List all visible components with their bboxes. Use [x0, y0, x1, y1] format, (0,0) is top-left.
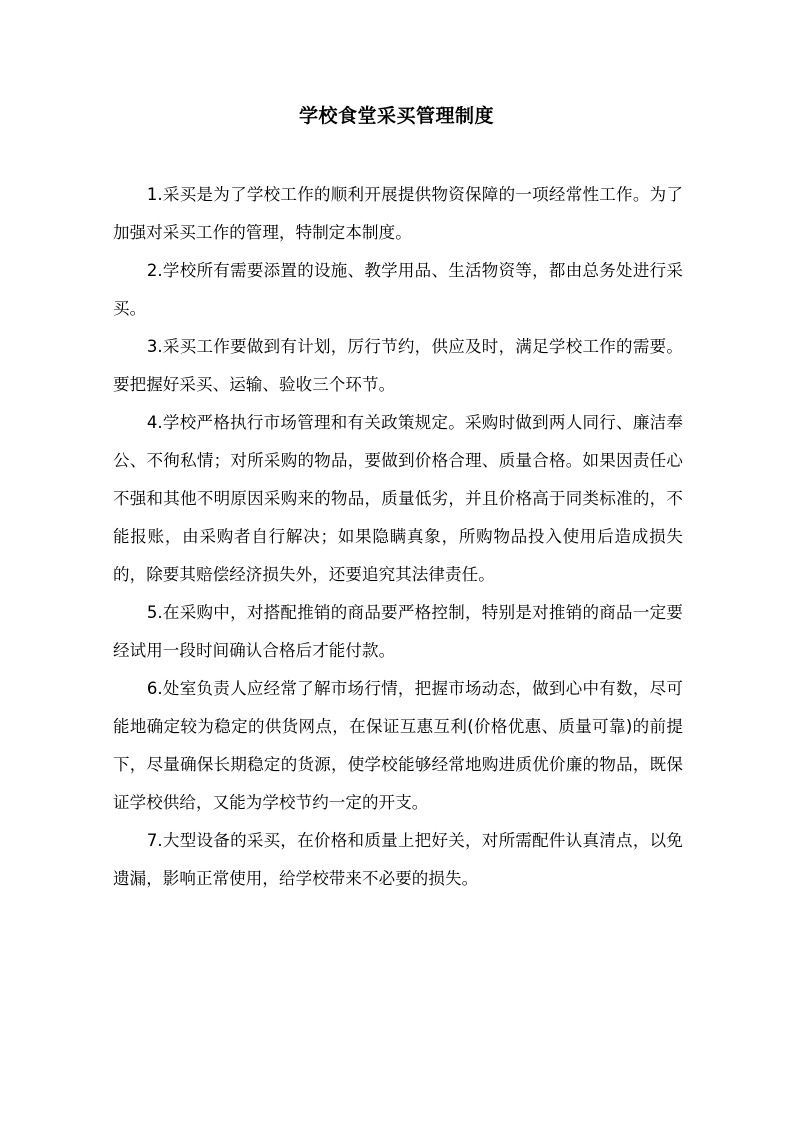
paragraph: 6.处室负责人应经常了解市场行情，把握市场动态，做到心中有数，尽可能地确定较为稳定的供货网点，在保证互惠互利(价格优惠、质量可靠)的前提下，尽量确保长期稳定的货源，使学校能够经常地购进质优价廉的物品，既保证学校供给，又能为学校节约一定的开支。 [113, 679, 683, 812]
paragraph: 5.在采购中，对搭配推销的商品要严格控制，特别是对推销的商品一定要经试用一段时间确认合格后才能付款。 [113, 603, 683, 660]
document-body [113, 176, 683, 898]
paragraph: 4.学校严格执行市场管理和有关政策规定。采购时做到两人同行、廉洁奉公、不徇私情；对所采购的物品，要做到价格合理、质量合格。如果因责任心不强和其他不明原因采购来的物品，质量低劣，并且价格高于同类标准的，不能报账，由采购者自行解决；如果隐瞒真象，所购物品投入使用后造成损失的，除要其赔偿经济损失外，还要追究其法律责任。 [113, 413, 683, 584]
paragraph: 3.采买工作要做到有计划，厉行节约，供应及时，满足学校工作的需要。要把握好采买、运输、验收三个环节。 [113, 337, 683, 394]
paragraph: 1.采买是为了学校工作的顺利开展提供物资保障的一项经常性工作。为了加强对采买工作的管理，特制定本制度。 [113, 185, 683, 242]
paragraph: 2.学校所有需要添置的设施、教学用品、生活物资等，都由总务处进行采买。 [113, 261, 683, 318]
paragraph: 7.大型设备的采买，在价格和质量上把好关，对所需配件认真清点，以免遗漏，影响正常使用，给学校带来不必要的损失。 [113, 831, 683, 888]
page-title: 学校食堂采买管理制度 [298, 105, 494, 127]
